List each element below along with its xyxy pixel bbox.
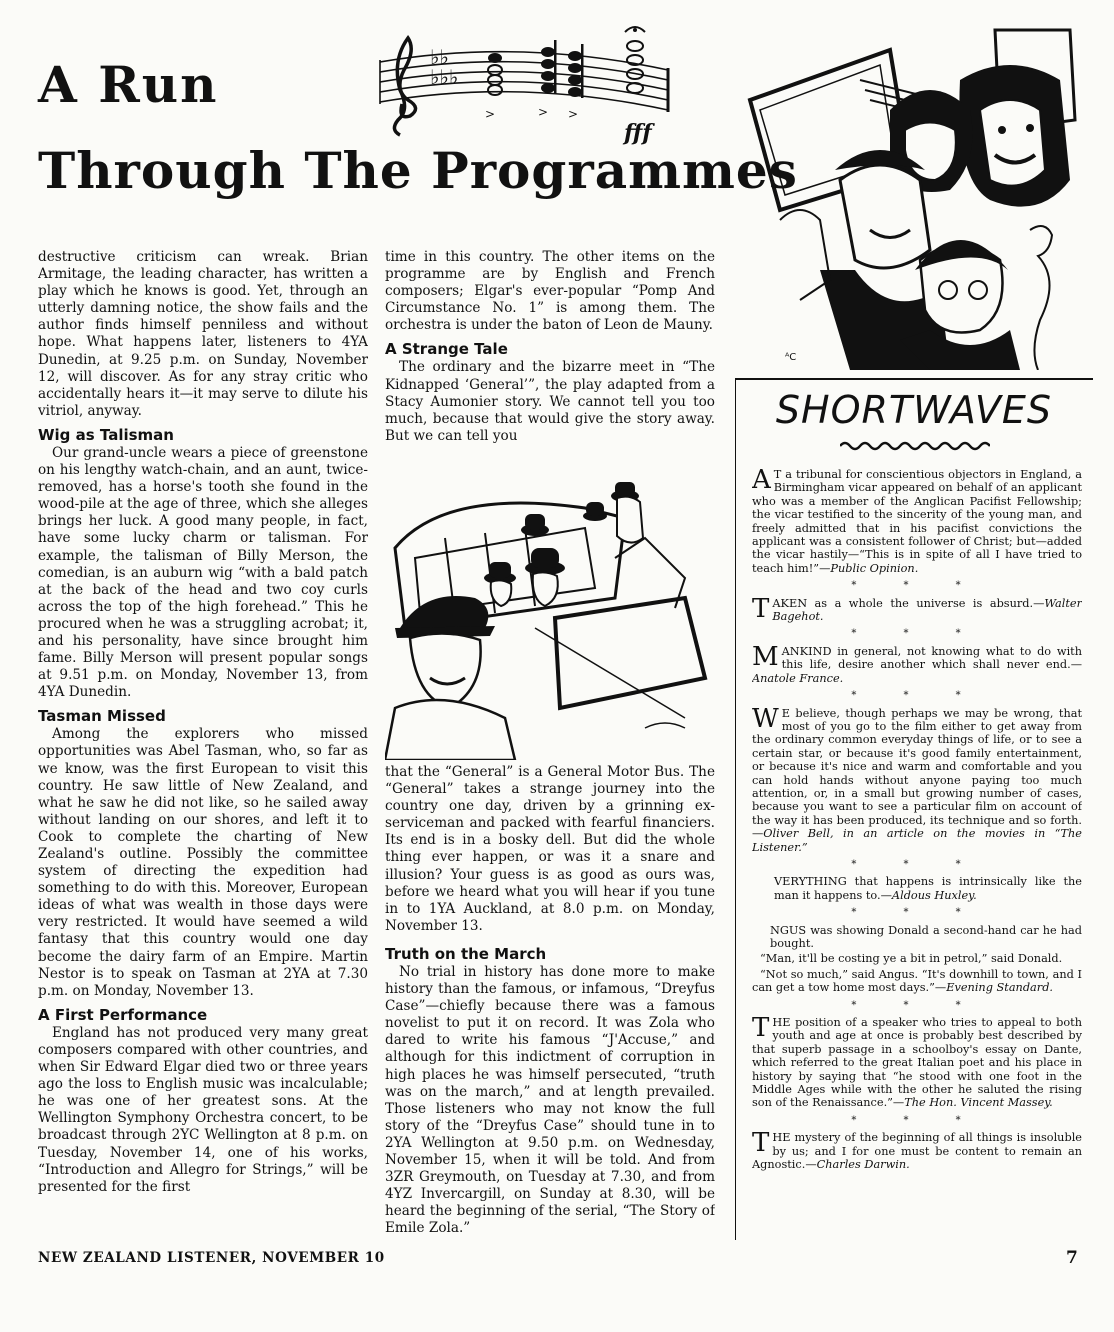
shortwaves-content [752, 468, 1082, 1243]
svg-text:>: > [568, 107, 579, 121]
page-title-line2: Through The Programmes [38, 141, 798, 200]
truth-paragraph: No trial in history has done more to make history than the famous, or infamous, “Dreyfus Case”—chiefly because there was a famous novelist to put it on record. It was Zola who dared to write his famous “J'Accuse,” and although for this indictment of corruption in high places he was himself persecuted, “truth was on the march,” and at length prevailed. Those listeners who may not know the full story of the “Dreyfus Case” should tune in to 2YA Wellington at 9.50 p.m. on Wednesday, November 15, when it will be told. And from 3ZR Greymouth, on Tuesday at 7.30, and from 4YZ Invercargill, on Sunday at 8.30, will be heard the beginning of the serial, “The Story of Emile Zola.” [385, 963, 715, 1237]
separator-stars: * * * [851, 1114, 983, 1126]
shortwave-item: NGUS was showing Donald a second-hand car he had bought. [770, 923, 1082, 950]
svg-text:>: > [485, 107, 496, 121]
footer-publication: NEW ZEALAND LISTENER, NOVEMBER 10 [38, 1250, 385, 1266]
heading-wig-as-talisman: Wig as Talisman [38, 425, 174, 444]
shortwave-item: A T a tribunal for conscientious objectors in England, a Birmingham vicar appeared on behalf of an applicant who was a member of the Anglican Pacifist Fellowship; the vicar testified to the sincerity of the young man, and freely admitted that in his pacifist convictions the applicant was a consistent follower of Christ; but—added the vicar hastily—“This is in spite of all I have tried to teach him!”—Public Opinion. [752, 468, 1082, 575]
wavy-rule [840, 440, 990, 452]
shortwave-item: “Not so much,” said Angus. “It's downhill to town, and I can get a tow home most days.”—Evening Standard. [752, 967, 1082, 995]
shortwave-item: W E believe, though perhaps we may be wrong, that most of you go to the film either to get away from the ordinary common everyday things of life, or to see a certain star, or because it's good family entertainment, or because it's nice and warm and comfortable and you can hold hands without anyone paying too much attention, or, in a small but growing number of cases, because you want to see a particular film on account of the way it has been produced, its technique and so forth.—Oliver Bell, in an article on the movies in “The Listener.” [752, 703, 1082, 854]
svg-text:ᴬC: ᴬC [785, 352, 797, 363]
separator-stars: * * * [851, 999, 983, 1011]
column-1 [38, 249, 368, 1239]
shortwave-item: THE position of a speaker who tries to appeal to both youth and age at once is probably best described by that superb passage in a schoolboy's essay on Dante, which referred to the great Italian poet and his place in history by saying that “he stood with one foot in the Middle Ages while with the other he saluted the rising son of the Renaissance.”—The Hon. Vincent Massey. [752, 1013, 1082, 1110]
first-performance-paragraph: England has not produced very many great composers compared with other countries, and when Sir Edward Elgar died two or three years ago the loss to English music was incalculable; he was one of her greatest sons. At the Wellington Symphony Orchestra concert, to be broadcast through 2YC Wellington at 8 p.m. on Tuesday, November 14, one of his works, “Introduction and Allegro for Strings,” will be presented for the first [38, 1024, 368, 1195]
column-2-bottom [385, 764, 715, 1244]
separator-stars: * * * [851, 907, 983, 919]
strange-tale-paragraph: The ordinary and the bizarre meet in “The Kidnapped ‘General’”, the play adapted from a Stacy Aumonier story. We cannot tell you too much, because that would give the story away. But we can tell you [385, 359, 715, 444]
wig-paragraph: Our grand-uncle wears a piece of greenstone on his lengthy watch-chain, and an aunt, twice-removed, has a horse's tooth she found in the wood-pile at the age of three, which she alleges brings her luck. A good many people, in fact, have some lucky charm or talisman. For example, the talisman of Billy Merson, the comedian, is an auburn wig “with a bald patch at the back of the head and two coy curls across the top of the high forehead.” This he procured when he was a struggling acrobat; it, and his personality, have since brought him fame. Billy Merson will present popular songs at 9.51 p.m. on Monday, November 13, from 4YA Dunedin. [38, 444, 368, 701]
shortwave-item: TAKEN as a whole the universe is absurd.—Walter Bagehot. [752, 593, 1082, 624]
shortwave-item: VERYTHING that happens is intrinsically like the man it happens to.—Aldous Huxley. [774, 875, 1082, 902]
page-number: 7 [1066, 1248, 1078, 1268]
bus-cartoon [385, 478, 715, 760]
heading-a-strange-tale: A Strange Tale [385, 340, 508, 359]
elgar-continuation: time in this country. The other items on the programme are by English and French composers; Elgar's ever-popular “Pomp And Circumstance No. 1” is among them. The orchestra is under the baton of Leon de Mauny. [385, 249, 715, 334]
strange-tale-paragraph-2: that the “General” is a General Motor Bus. The “General” takes a strange journey into the country one day, driven by a grinning ex-serviceman and packed with fearful financiers. Its end is in a bosky dell. But did the whole thing ever happen, or was it a snare and illusion? Your guess is as good as ours was, before we heard what you will hear if you tune in to 1YA Auckland, at 8.0 p.m. on Monday, November 13. [385, 764, 715, 934]
shortwave-item: “Man, it'll be costing ye a bit in petrol,” said Donald. [760, 952, 1063, 966]
heading-tasman-missed: Tasman Missed [38, 707, 166, 726]
tasman-paragraph: Among the explorers who missed opportunities was Abel Tasman, who, so far as we know, was the first European to visit this country. He saw little of New Zealand, and what he saw he did not like, so he sailed away without landing on our shores, and left it to Cook to complete the charting of New Zealand's outline. Possibly the committee system of directing the expedition had something to do with this. Moreover, European ideas of what was wealth in those days were very restricted. It would have seemed a wild fantasy that this country would one day become the dairy farm of an Empire. Martin Nestor is to speak on Tasman at 2YA at 7.30 p.m. on Monday, November 13. [38, 726, 368, 999]
separator-stars: * * * [851, 628, 983, 640]
separator-stars: * * * [851, 858, 983, 870]
dynamics-marking: fff [624, 120, 652, 146]
svg-text:♭♭: ♭♭ [430, 45, 449, 69]
intro-paragraph: destructive criticism can wreak. Brian Armitage, the leading character, has written a play which he knows is good. Yet, through an utterly damning notice, the show fails and the author finds himself penniless and without hope. What happens later, listeners to 4YA Dunedin, at 9.25 p.m. on Sunday, November 12, will discover. As for any stray critic who accidentally hears it—it may serve to dilute his vitriol, anyway. [38, 249, 368, 419]
heading-a-first-performance: A First Performance [38, 1005, 208, 1024]
music-staff-illustration [370, 20, 670, 150]
heading-truth-on-the-march: Truth on the March [385, 944, 547, 963]
page-title-line1: A Run [38, 55, 219, 114]
svg-text:>: > [538, 105, 549, 119]
shortwaves-title: SHORTWAVES [775, 388, 1053, 432]
shortwave-item: THE mystery of the beginning of all things is insoluble by us; and I for one must be content to remain an Agnostic.—Charles Darwin. [752, 1128, 1082, 1172]
separator-stars: * * * [851, 580, 983, 592]
svg-text:♭♭♭: ♭♭♭ [430, 65, 459, 89]
shortwave-item: MANKIND in general, not knowing what to do with this life, desire another which shall never end.—Anatole France. [752, 641, 1082, 685]
column-2-top [385, 249, 715, 477]
radio-stars-cartoon [740, 20, 1080, 370]
separator-stars: * * * [851, 690, 983, 702]
